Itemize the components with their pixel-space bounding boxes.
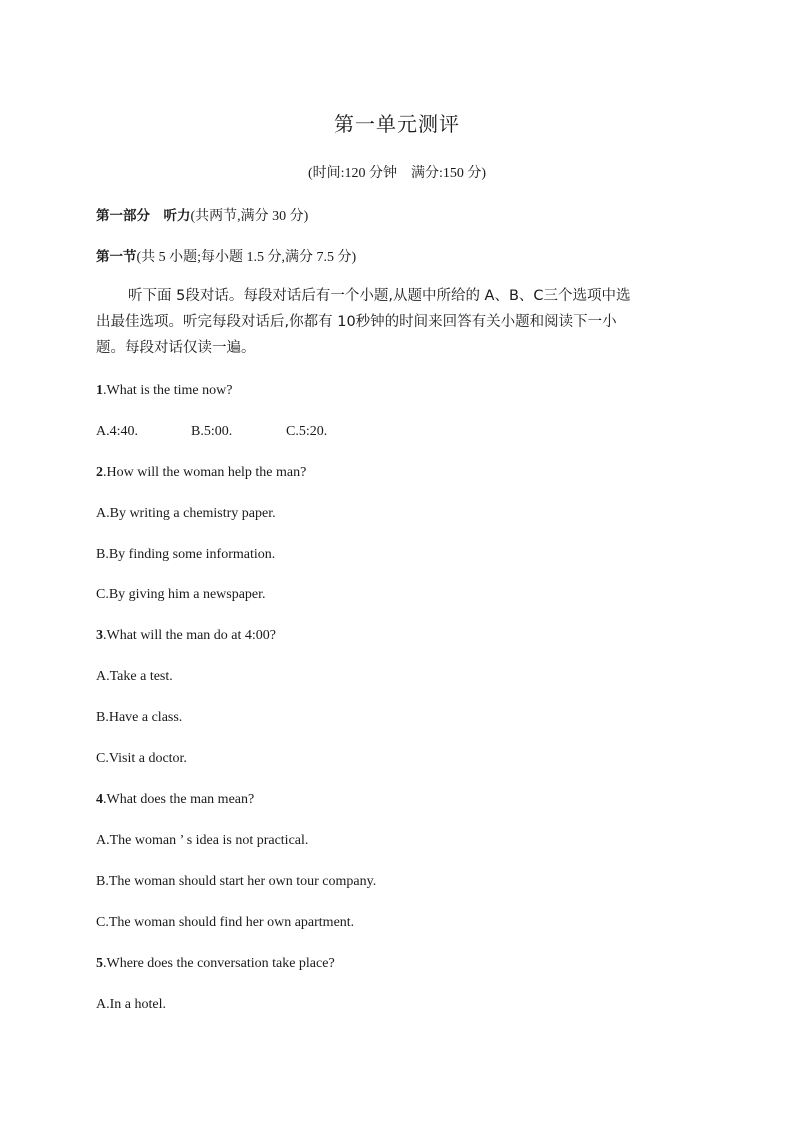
question-text: .What will the man do at 4:00? xyxy=(103,628,277,643)
option-c: C.The woman should find her own apartment. xyxy=(96,915,355,930)
question-number: 1 xyxy=(96,383,103,398)
section1-heading-line xyxy=(96,245,356,266)
question-text: .How will the woman help the man? xyxy=(103,465,307,480)
option-b: B.By finding some information. xyxy=(96,547,276,562)
instructions xyxy=(96,283,696,361)
question-number: 2 xyxy=(96,465,103,480)
question-text: .What is the time now? xyxy=(103,383,233,398)
instruction-line: 听下面 5段对话。每段对话后有一个小题,从题中所给的 A、B、C三个选项中选 xyxy=(128,288,631,304)
option-b: B.The woman should start her own tour company. xyxy=(96,874,377,889)
page-title: 第一单元测评 xyxy=(334,112,460,136)
section1-heading: 第一节 xyxy=(96,249,137,265)
section1-detail: (共 5 小题;每小题 1.5 分,满分 7.5 分) xyxy=(136,250,357,265)
part1-heading-line xyxy=(96,204,308,225)
question-number: 3 xyxy=(96,628,103,643)
option-c: C.By giving him a newspaper. xyxy=(96,587,266,602)
option-a: A.In a hotel. xyxy=(96,997,166,1012)
option-c: C.Visit a doctor. xyxy=(96,751,187,766)
instruction-line: 出最佳选项。听完每段对话后,你都有 10秒钟的时间来回答有关小题和阅读下一小 xyxy=(96,314,617,330)
part1-heading: 第一部分 听力 xyxy=(96,208,191,224)
instruction-line: 题。每段对话仅读一遍。 xyxy=(96,340,256,356)
question-number: 5 xyxy=(96,956,103,971)
question-2 xyxy=(96,465,306,481)
question-number: 4 xyxy=(96,792,103,807)
question-1-options xyxy=(96,424,327,440)
question-4 xyxy=(96,792,254,808)
exam-time-score: (时间:120 分钟 满分:150 分) xyxy=(307,166,487,181)
option-b: B.5:00. xyxy=(191,424,233,439)
option-a: A.Take a test. xyxy=(96,669,173,684)
question-3 xyxy=(96,628,276,644)
option-b: B.Have a class. xyxy=(96,710,183,725)
option-a: A.By writing a chemistry paper. xyxy=(96,506,276,521)
question-1 xyxy=(96,383,232,399)
question-5 xyxy=(96,956,335,972)
question-text: .What does the man mean? xyxy=(103,792,255,807)
question-text: .Where does the conversation take place? xyxy=(103,956,335,971)
option-a: A.4:40. xyxy=(96,424,138,439)
option-a: A.The woman ’ s idea is not practical. xyxy=(96,833,309,848)
option-c: C.5:20. xyxy=(286,424,328,439)
part1-detail: (共两节,满分 30 分) xyxy=(190,209,309,224)
